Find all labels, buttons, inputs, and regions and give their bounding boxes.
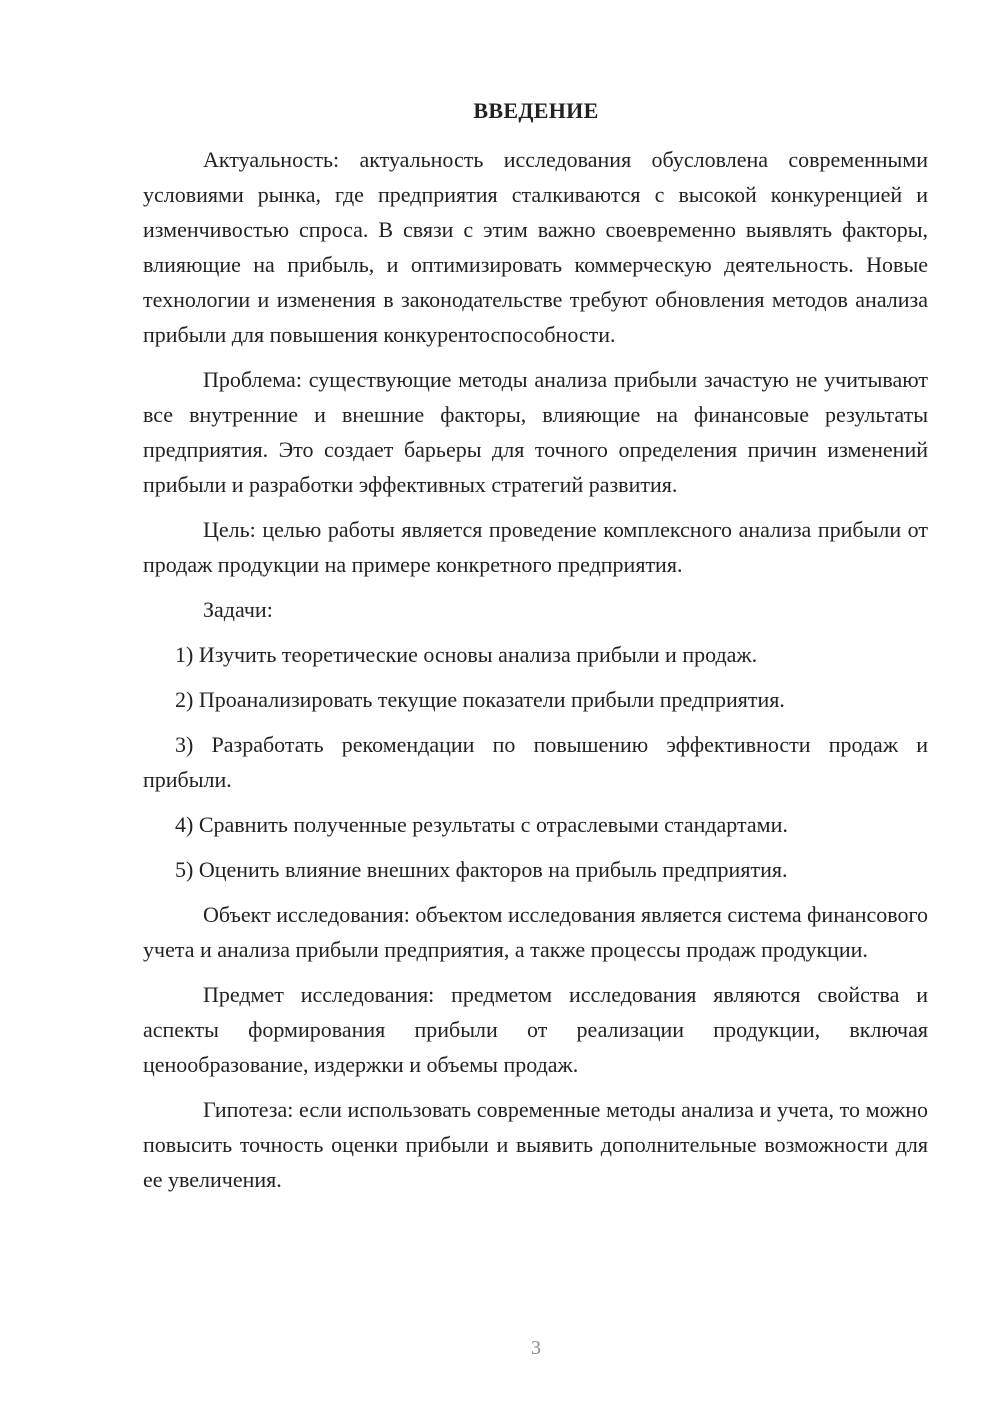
task-item-2: 2) Проанализировать текущие показатели прибыли предприятия. bbox=[175, 687, 785, 712]
task-item-1: 1) Изучить теоретические основы анализа прибыли и продаж. bbox=[175, 642, 758, 667]
paragraph-object: Объект исследования: объектом исследования является система финансового учета и анализа прибыли предприятия, а также процессы продаж продукции. bbox=[143, 902, 928, 962]
paragraph-relevance: Актуальность: актуальность исследования обусловлена современными условиями рынка, где предприятия сталкиваются с высокой конкуренцией и изменчивостью спроса. В связи с этим важно своевременно выявлять факторы, влияющие на прибыль, и оптимизировать коммерческую деятельность. Новые технологии и изменения в законодательстве требуют обновления методов анализа прибыли для повышения конкурентоспособности. bbox=[143, 147, 928, 347]
paragraph-subject: Предмет исследования: предметом исследования являются свойства и аспекты формирования прибыли от реализации продукции, включая ценообразование, издержки и объемы продаж. bbox=[143, 982, 928, 1077]
tasks-heading: Задачи: bbox=[203, 597, 273, 622]
task-item-3: 3) Разработать рекомендации по повышению эффективности продаж и прибыли. bbox=[143, 732, 928, 792]
page-number: 3 bbox=[531, 1337, 541, 1359]
paragraph-hypothesis: Гипотеза: если использовать современные методы анализа и учета, то можно повысить точность оценки прибыли и выявить дополнительные возможности для ее увеличения. bbox=[143, 1097, 928, 1192]
paragraph-goal: Цель: целью работы является проведение комплексного анализа прибыли от продаж продукции на примере конкретного предприятия. bbox=[143, 517, 928, 577]
page-title: ВВЕДЕНИЕ bbox=[473, 98, 599, 123]
task-item-5: 5) Оценить влияние внешних факторов на прибыль предприятия. bbox=[175, 857, 788, 882]
paragraph-problem: Проблема: существующие методы анализа прибыли зачастую не учитывают все внутренние и внешние факторы, влияющие на финансовые результаты предприятия. Это создает барьеры для точного определения причин изменений прибыли и разработки эффективных стратегий развития. bbox=[143, 367, 928, 497]
document-body bbox=[143, 142, 928, 1197]
task-item-4: 4) Сравнить полученные результаты с отраслевыми стандартами. bbox=[175, 812, 788, 837]
